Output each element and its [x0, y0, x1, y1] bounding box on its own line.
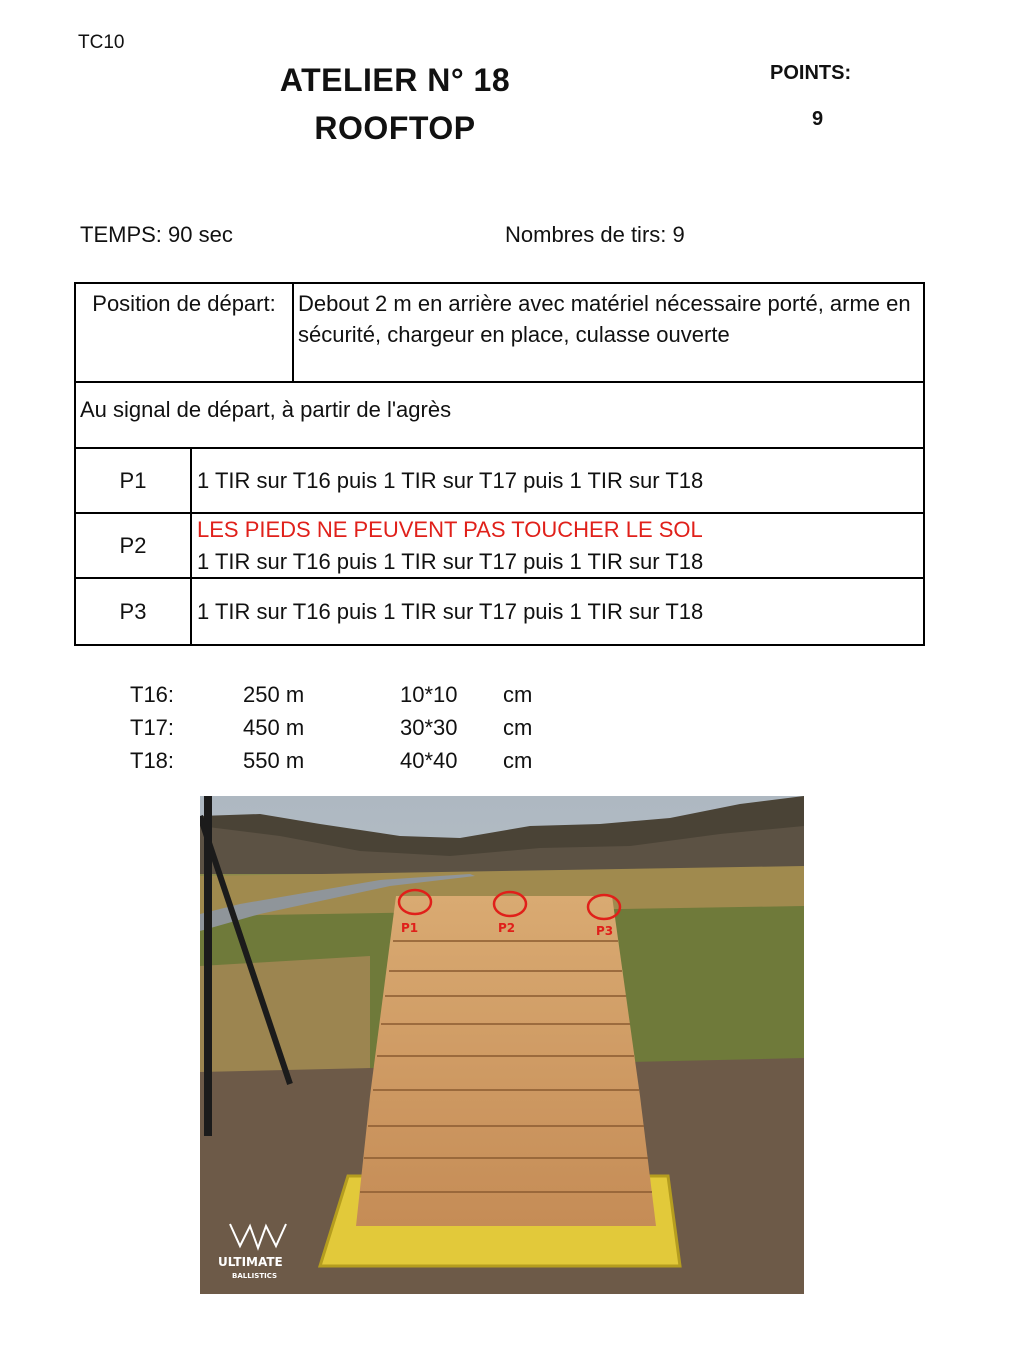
target-name: T16: [130, 682, 175, 707]
target-distance: 550 m [243, 748, 305, 773]
target-row [130, 678, 532, 711]
points-value: 9 [812, 108, 824, 130]
target-unit: cm [503, 715, 533, 740]
points-label: POINTS: [770, 62, 852, 84]
position-instruction: 1 TIR sur T16 puis 1 TIR sur T17 puis 1 TIR sur T18 [197, 548, 704, 574]
table-row [76, 579, 923, 644]
target-unit: cm [503, 682, 533, 707]
time-limit: TEMPS: 90 sec [80, 222, 233, 247]
position-label: P2 [76, 514, 192, 577]
target-size: 10*10 [400, 682, 458, 707]
stage-photo [200, 796, 804, 1294]
target-distance: 450 m [243, 715, 305, 740]
shot-count: Nombres de tirs: 9 [505, 222, 685, 247]
target-size: 30*30 [400, 715, 458, 740]
position-label: P3 [76, 579, 192, 644]
table-row [76, 449, 923, 514]
position-warning: LES PIEDS NE PEUVENT PAS TOUCHER LE SOL [197, 516, 703, 542]
page-title: ATELIER N° 18 [279, 62, 511, 98]
signal-text: Au signal de départ, à partir de l'agrès [80, 397, 452, 422]
signal-row [76, 383, 923, 449]
marker-label: P2 [498, 921, 516, 935]
wooden-ramp [356, 896, 656, 1226]
start-position-text: Debout 2 m en arrière avec matériel nécessaire porté, arme en sécurité, chargeur en place, culasse ouverte [298, 291, 911, 347]
target-row [130, 744, 532, 777]
target-row [130, 711, 532, 744]
target-list [130, 678, 532, 777]
marker-label: P3 [596, 924, 614, 938]
table-row [76, 514, 923, 579]
target-unit: cm [503, 748, 533, 773]
rooftop-prop-illustration [200, 796, 804, 1294]
document-code: TC10 [78, 32, 125, 53]
target-distance: 250 m [243, 682, 305, 707]
target-size: 40*40 [400, 748, 458, 773]
target-name: T18: [130, 748, 175, 773]
position-instruction: 1 TIR sur T16 puis 1 TIR sur T17 puis 1 TIR sur T18 [197, 467, 704, 493]
start-position-row [76, 284, 923, 383]
watermark-subtext: BALLISTICS [232, 1272, 278, 1280]
marker-label: P1 [401, 921, 419, 935]
position-label: P1 [76, 449, 192, 512]
page-subtitle: ROOFTOP [314, 110, 476, 146]
target-name: T17: [130, 715, 175, 740]
stage-table [74, 282, 925, 646]
watermark-text: ULTIMATE [218, 1255, 283, 1269]
start-position-label: Position de départ: [76, 284, 294, 381]
position-instruction: 1 TIR sur T16 puis 1 TIR sur T17 puis 1 TIR sur T18 [197, 598, 704, 624]
